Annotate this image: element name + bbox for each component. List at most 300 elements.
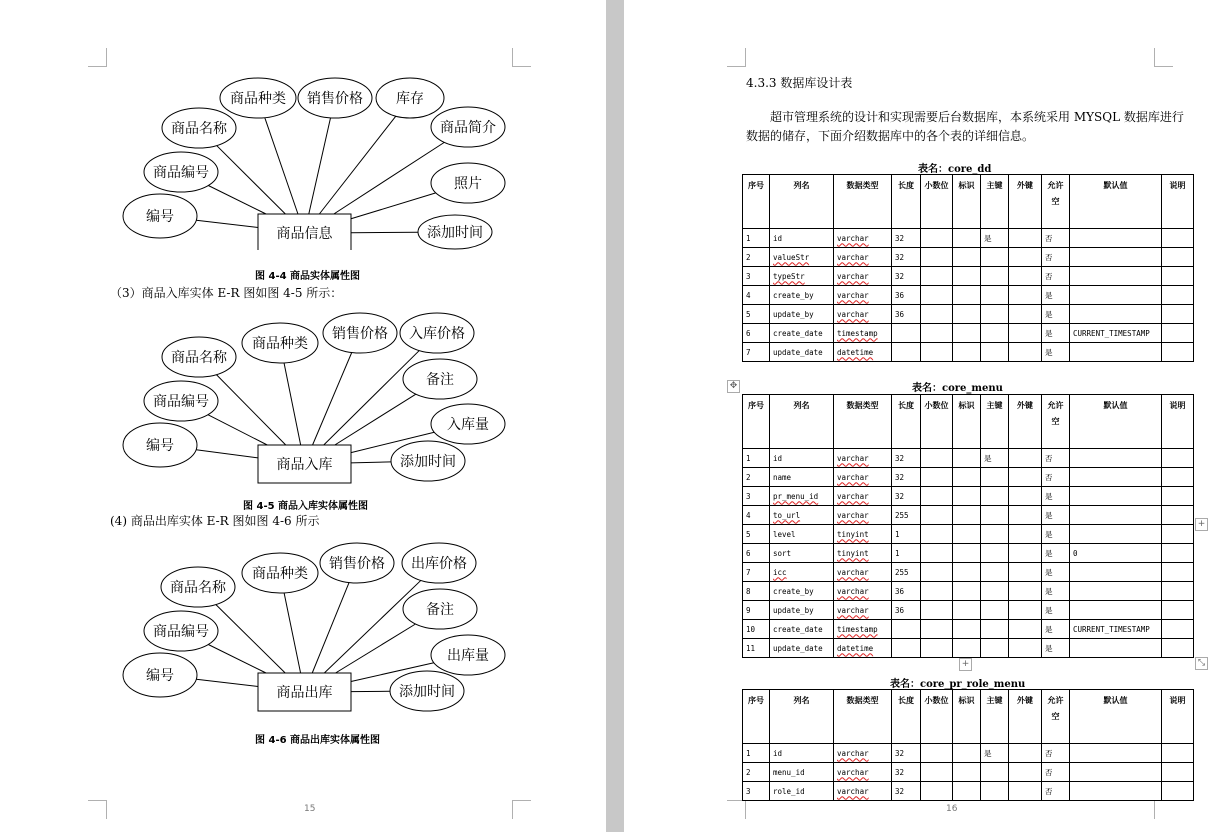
table-cell[interactable]: [1162, 582, 1194, 601]
table-cell[interactable]: datetime: [834, 639, 892, 658]
table-cell[interactable]: [1162, 601, 1194, 620]
table-cell[interactable]: [1162, 248, 1194, 267]
table-cell[interactable]: [953, 620, 981, 639]
table-cell[interactable]: [953, 468, 981, 487]
table-cell[interactable]: [1162, 449, 1194, 468]
table-row: [743, 744, 1194, 763]
er-connector-line: [208, 644, 266, 673]
table-cell[interactable]: tinyint: [834, 525, 892, 544]
table-cell[interactable]: [981, 763, 1009, 782]
er-diagram-stock-out: [0, 535, 606, 720]
table-cell[interactable]: [1070, 525, 1162, 544]
table-cell[interactable]: 32: [892, 468, 921, 487]
table-cell[interactable]: [1009, 782, 1042, 801]
table-cell[interactable]: [1070, 248, 1162, 267]
table-cell[interactable]: [953, 506, 981, 525]
table-cell[interactable]: [921, 544, 953, 563]
table-cell[interactable]: 是: [981, 744, 1009, 763]
table-cell[interactable]: [1162, 544, 1194, 563]
table-cell[interactable]: [981, 343, 1009, 362]
table-cell[interactable]: [921, 343, 953, 362]
table-cell[interactable]: [1009, 487, 1042, 506]
table-cell[interactable]: [1070, 744, 1162, 763]
table-cell[interactable]: varchar: [834, 744, 892, 763]
table-cell[interactable]: 4: [743, 506, 770, 525]
table-cell[interactable]: 32: [892, 763, 921, 782]
er-attribute-label: 备注: [426, 602, 454, 618]
table-cell[interactable]: id: [770, 744, 834, 763]
table-cell[interactable]: [1009, 620, 1042, 639]
table-cell[interactable]: [1009, 468, 1042, 487]
table-cell[interactable]: 36: [892, 601, 921, 620]
table-cell[interactable]: 否: [1042, 248, 1070, 267]
table-cell[interactable]: [1009, 563, 1042, 582]
table-cell[interactable]: varchar: [834, 487, 892, 506]
table-cell[interactable]: 4: [743, 286, 770, 305]
table-cell[interactable]: 32: [892, 487, 921, 506]
table-cell[interactable]: [1162, 639, 1194, 658]
table-cell[interactable]: 32: [892, 744, 921, 763]
er-attribute-label: 商品简介: [440, 120, 496, 136]
table-cell[interactable]: [892, 620, 921, 639]
table-cell[interactable]: id: [770, 449, 834, 468]
add-column-icon[interactable]: +: [1195, 518, 1208, 531]
table-cell[interactable]: 否: [1042, 229, 1070, 248]
table-cell[interactable]: [1009, 763, 1042, 782]
table-cell[interactable]: [981, 601, 1009, 620]
table-cell[interactable]: [981, 286, 1009, 305]
table-cell[interactable]: name: [770, 468, 834, 487]
table-cell[interactable]: [1162, 782, 1194, 801]
table-cell[interactable]: 7: [743, 563, 770, 582]
table-header-cell: 允许空: [1042, 175, 1070, 229]
table-cell[interactable]: 6: [743, 324, 770, 343]
table-header-cell: 长度: [892, 175, 921, 229]
table-cell[interactable]: 是: [1042, 544, 1070, 563]
table-cell[interactable]: typeStr: [770, 267, 834, 286]
table-cell[interactable]: 1: [743, 744, 770, 763]
table-cell[interactable]: 8: [743, 582, 770, 601]
table-cell[interactable]: 2: [743, 248, 770, 267]
table-cell[interactable]: 6: [743, 544, 770, 563]
table-cell[interactable]: 1: [743, 449, 770, 468]
table-row: [743, 639, 1194, 658]
table-cell[interactable]: CURRENT_TIMESTAMP: [1070, 324, 1162, 343]
er-connector-line: [196, 220, 258, 227]
er-connector-line: [351, 462, 391, 463]
db-table-core-dd: [742, 174, 1194, 362]
table-cell[interactable]: [981, 487, 1009, 506]
er-attribute-label: 库存: [396, 91, 424, 107]
table-cell[interactable]: [953, 744, 981, 763]
er-attribute-label: 备注: [426, 372, 454, 388]
table-cell[interactable]: [1162, 563, 1194, 582]
table-cell[interactable]: 9: [743, 601, 770, 620]
table-cell[interactable]: [953, 582, 981, 601]
table-cell[interactable]: [921, 468, 953, 487]
table-cell[interactable]: [1009, 343, 1042, 362]
table-cell[interactable]: varchar: [834, 286, 892, 305]
table-cell[interactable]: [981, 267, 1009, 286]
table-cell[interactable]: 2: [743, 468, 770, 487]
table-cell[interactable]: [953, 305, 981, 324]
table-cell[interactable]: varchar: [834, 305, 892, 324]
er-connector-line: [216, 375, 285, 445]
table-cell[interactable]: [1070, 468, 1162, 487]
table-cell[interactable]: [1009, 744, 1042, 763]
table-cell[interactable]: 32: [892, 229, 921, 248]
page-number: 16: [946, 804, 958, 814]
er-connector-line: [334, 142, 444, 214]
table-cell[interactable]: [981, 506, 1009, 525]
table-cell[interactable]: 否: [1042, 449, 1070, 468]
table-header-cell: 外键: [1009, 175, 1042, 229]
table-row: [743, 229, 1194, 248]
er-connector-line: [309, 118, 331, 214]
page-corner-mark: [88, 800, 107, 819]
table-row: [743, 324, 1194, 343]
er-attribute-label: 添加时间: [400, 454, 456, 470]
table-cell[interactable]: 是: [981, 449, 1009, 468]
table-cell[interactable]: [1009, 286, 1042, 305]
table-cell[interactable]: 否: [1042, 468, 1070, 487]
table-cell[interactable]: 是: [1042, 525, 1070, 544]
table-cell[interactable]: [1162, 286, 1194, 305]
table-cell[interactable]: [1162, 620, 1194, 639]
table-cell[interactable]: [1162, 763, 1194, 782]
er-attribute-label: 商品编号: [153, 165, 209, 181]
table-header-cell: 列名: [770, 395, 834, 449]
table-row: [743, 620, 1194, 639]
table-cell[interactable]: create_by: [770, 582, 834, 601]
table-cell[interactable]: 是: [1042, 620, 1070, 639]
table-cell[interactable]: update_by: [770, 601, 834, 620]
table-row: [743, 305, 1194, 324]
table-cell[interactable]: [1162, 343, 1194, 362]
table-cell[interactable]: id: [770, 229, 834, 248]
table-cell[interactable]: [953, 449, 981, 468]
table-cell[interactable]: 32: [892, 248, 921, 267]
table-cell[interactable]: [981, 639, 1009, 658]
er-connector-line: [196, 450, 258, 458]
table-cell[interactable]: [921, 506, 953, 525]
table-cell[interactable]: [1070, 449, 1162, 468]
table-cell[interactable]: [981, 544, 1009, 563]
er-diagram-product-info: [0, 70, 606, 250]
table-header-cell: 默认值: [1070, 175, 1162, 229]
table-cell[interactable]: 32: [892, 267, 921, 286]
table-cell[interactable]: [1009, 544, 1042, 563]
table-header-cell: 允许空: [1042, 690, 1070, 744]
table-cell[interactable]: 是: [1042, 286, 1070, 305]
table-cell[interactable]: [1009, 248, 1042, 267]
table-header-cell: 说明: [1162, 175, 1194, 229]
table-cell[interactable]: 5: [743, 525, 770, 544]
table-header-cell: 数据类型: [834, 175, 892, 229]
table-cell[interactable]: 1: [892, 544, 921, 563]
table-cell[interactable]: [953, 563, 981, 582]
page-gap: [606, 0, 624, 832]
table-cell[interactable]: 是: [1042, 639, 1070, 658]
table-cell[interactable]: 2: [743, 763, 770, 782]
table-cell[interactable]: datetime: [834, 343, 892, 362]
table-cell[interactable]: [981, 324, 1009, 343]
table-cell[interactable]: sort: [770, 544, 834, 563]
table-header-cell: 默认值: [1070, 395, 1162, 449]
table-cell[interactable]: timestamp: [834, 620, 892, 639]
table-cell[interactable]: 1: [892, 525, 921, 544]
table-cell[interactable]: [921, 620, 953, 639]
table-cell[interactable]: 255: [892, 563, 921, 582]
table-cell[interactable]: 否: [1042, 267, 1070, 286]
table-cell[interactable]: 是: [1042, 582, 1070, 601]
table-cell[interactable]: [921, 449, 953, 468]
table-cell[interactable]: [981, 582, 1009, 601]
table-cell[interactable]: varchar: [834, 449, 892, 468]
table-cell[interactable]: varchar: [834, 582, 892, 601]
er-attribute-label: 商品编号: [153, 624, 209, 640]
table-cell[interactable]: [1070, 487, 1162, 506]
table-cell[interactable]: [1162, 229, 1194, 248]
table-cell[interactable]: 否: [1042, 782, 1070, 801]
db-table-core-menu: [742, 394, 1194, 658]
table-cell[interactable]: [981, 782, 1009, 801]
table-row: [743, 782, 1194, 801]
table-cell[interactable]: [1009, 639, 1042, 658]
table-header-cell: 序号: [743, 690, 770, 744]
er-connector-line: [336, 624, 416, 673]
table-cell[interactable]: 3: [743, 267, 770, 286]
table-header-cell: 标识: [953, 175, 981, 229]
table-cell[interactable]: 32: [892, 782, 921, 801]
er-connector-line: [319, 116, 395, 214]
table-cell[interactable]: create_by: [770, 286, 834, 305]
table-cell[interactable]: [921, 248, 953, 267]
table-header-row: [743, 175, 1194, 229]
er-attribute-label: 照片: [454, 176, 482, 192]
table-row: [743, 763, 1194, 782]
table-cell[interactable]: [1162, 487, 1194, 506]
table-cell[interactable]: [921, 525, 953, 544]
table-cell[interactable]: [1070, 267, 1162, 286]
table-cell[interactable]: [953, 343, 981, 362]
table-cell[interactable]: create_date: [770, 324, 834, 343]
er-attribute-label: 商品名称: [171, 350, 227, 366]
table-cell[interactable]: [981, 525, 1009, 544]
table-cell[interactable]: [921, 582, 953, 601]
table-cell[interactable]: [1009, 229, 1042, 248]
table-cell[interactable]: [981, 563, 1009, 582]
table-cell[interactable]: valueStr: [770, 248, 834, 267]
table-header-cell: 外键: [1009, 395, 1042, 449]
table-cell[interactable]: 是: [1042, 601, 1070, 620]
table-cell[interactable]: [953, 763, 981, 782]
table-resize-icon[interactable]: ⤡: [1195, 657, 1208, 670]
table-cell[interactable]: [953, 487, 981, 506]
table-cell[interactable]: varchar: [834, 248, 892, 267]
table-cell[interactable]: level: [770, 525, 834, 544]
table-cell[interactable]: [953, 544, 981, 563]
page-corner-mark: [88, 48, 107, 67]
table-cell[interactable]: 10: [743, 620, 770, 639]
table-cell[interactable]: varchar: [834, 229, 892, 248]
table-cell[interactable]: [921, 324, 953, 343]
table-cell[interactable]: [1162, 506, 1194, 525]
table-cell[interactable]: [1162, 305, 1194, 324]
table-cell[interactable]: varchar: [834, 506, 892, 525]
table-cell[interactable]: [892, 343, 921, 362]
table-header-cell: 列名: [770, 175, 834, 229]
table-cell[interactable]: CURRENT_TIMESTAMP: [1070, 620, 1162, 639]
table-cell[interactable]: 1: [743, 229, 770, 248]
table-cell[interactable]: 3: [743, 782, 770, 801]
table-cell[interactable]: [981, 620, 1009, 639]
table-cell[interactable]: [1009, 582, 1042, 601]
table-cell[interactable]: 36: [892, 582, 921, 601]
table-cell[interactable]: 36: [892, 286, 921, 305]
table-cell[interactable]: varchar: [834, 267, 892, 286]
table-cell[interactable]: [1162, 744, 1194, 763]
table-cell[interactable]: [1009, 267, 1042, 286]
table-cell[interactable]: [1070, 286, 1162, 305]
table-cell[interactable]: 36: [892, 305, 921, 324]
table-cell[interactable]: [1070, 229, 1162, 248]
table-cell[interactable]: 255: [892, 506, 921, 525]
table-cell[interactable]: [892, 324, 921, 343]
table-cell[interactable]: [892, 639, 921, 658]
table-cell[interactable]: [921, 487, 953, 506]
table-cell[interactable]: to_url: [770, 506, 834, 525]
table-cell[interactable]: [921, 267, 953, 286]
table-cell[interactable]: [921, 601, 953, 620]
table-cell[interactable]: [921, 229, 953, 248]
table-cell[interactable]: [953, 248, 981, 267]
table-cell[interactable]: [921, 305, 953, 324]
table-row: [743, 343, 1194, 362]
table-cell[interactable]: 否: [1042, 763, 1070, 782]
table-cell[interactable]: varchar: [834, 468, 892, 487]
table-row: [743, 487, 1194, 506]
table-header-row: [743, 690, 1194, 744]
table-cell[interactable]: [1070, 563, 1162, 582]
table-cell[interactable]: 32: [892, 449, 921, 468]
table-cell[interactable]: 否: [1042, 744, 1070, 763]
table-cell[interactable]: [1162, 525, 1194, 544]
table-cell[interactable]: [1070, 582, 1162, 601]
table-cell[interactable]: menu_id: [770, 763, 834, 782]
table-cell[interactable]: create_date: [770, 620, 834, 639]
table-cell[interactable]: [953, 229, 981, 248]
table-cell[interactable]: 是: [1042, 324, 1070, 343]
table-cell[interactable]: [953, 601, 981, 620]
table-cell[interactable]: [1162, 267, 1194, 286]
section-heading: 4.3.3 数据库设计表: [746, 76, 853, 90]
table-cell[interactable]: [953, 525, 981, 544]
table-cell[interactable]: pr_menu_id: [770, 487, 834, 506]
table-cell[interactable]: [1009, 525, 1042, 544]
table-cell[interactable]: [921, 744, 953, 763]
table-cell[interactable]: [1009, 305, 1042, 324]
table-cell[interactable]: [1070, 782, 1162, 801]
table-cell[interactable]: [921, 782, 953, 801]
table-cell[interactable]: [981, 305, 1009, 324]
table-cell[interactable]: 是: [1042, 506, 1070, 525]
er-connector-line: [216, 605, 285, 673]
table-cell[interactable]: varchar: [834, 563, 892, 582]
table-cell[interactable]: [1009, 449, 1042, 468]
table-cell[interactable]: [953, 782, 981, 801]
table-cell[interactable]: [921, 286, 953, 305]
table-cell[interactable]: [953, 286, 981, 305]
table-cell[interactable]: [981, 468, 1009, 487]
table-cell[interactable]: timestamp: [834, 324, 892, 343]
table-name: 表名：core_pr_role_menu: [890, 679, 1026, 690]
er-attribute-label: 编号: [146, 438, 174, 454]
figure-caption: 图 4-6 商品出库实体属性图: [255, 735, 381, 746]
add-row-icon[interactable]: +: [959, 658, 972, 671]
table-cell[interactable]: [1070, 343, 1162, 362]
table-cell[interactable]: update_date: [770, 639, 834, 658]
table-cell[interactable]: [1070, 506, 1162, 525]
table-cell[interactable]: varchar: [834, 782, 892, 801]
table-cell[interactable]: [921, 639, 953, 658]
table-cell[interactable]: [1009, 506, 1042, 525]
table-cell[interactable]: [1162, 468, 1194, 487]
table-move-handle-icon[interactable]: ✥: [727, 380, 740, 393]
table-cell[interactable]: 11: [743, 639, 770, 658]
table-header-cell: 主键: [981, 175, 1009, 229]
er-attribute-label: 编号: [146, 668, 174, 684]
table-header-cell: 数据类型: [834, 690, 892, 744]
table-cell[interactable]: [981, 248, 1009, 267]
table-cell[interactable]: 是: [1042, 305, 1070, 324]
table-cell[interactable]: [1070, 639, 1162, 658]
er-connector-line: [313, 352, 352, 445]
table-cell[interactable]: icc: [770, 563, 834, 582]
table-cell[interactable]: 是: [1042, 487, 1070, 506]
table-cell[interactable]: [921, 563, 953, 582]
table-cell[interactable]: [953, 639, 981, 658]
table-cell[interactable]: [1070, 305, 1162, 324]
table-cell[interactable]: varchar: [834, 763, 892, 782]
left-page: [0, 0, 606, 832]
table-cell[interactable]: 3: [743, 487, 770, 506]
table-cell[interactable]: [921, 763, 953, 782]
table-cell[interactable]: [1070, 763, 1162, 782]
table-cell[interactable]: 0: [1070, 544, 1162, 563]
table-cell[interactable]: update_by: [770, 305, 834, 324]
table-cell[interactable]: [1009, 324, 1042, 343]
table-cell[interactable]: [953, 267, 981, 286]
table-cell[interactable]: role_id: [770, 782, 834, 801]
table-cell[interactable]: 5: [743, 305, 770, 324]
table-cell[interactable]: [1009, 601, 1042, 620]
table-cell[interactable]: 是: [981, 229, 1009, 248]
right-page: [624, 0, 1221, 832]
page-corner-mark: [727, 800, 746, 819]
table-cell[interactable]: [1070, 601, 1162, 620]
table-cell[interactable]: 是: [1042, 343, 1070, 362]
table-cell[interactable]: update_date: [770, 343, 834, 362]
table-cell[interactable]: [953, 324, 981, 343]
table-cell[interactable]: varchar: [834, 601, 892, 620]
table-cell[interactable]: [1162, 324, 1194, 343]
table-cell[interactable]: tinyint: [834, 544, 892, 563]
figure-caption: 图 4-5 商品入库实体属性图: [243, 501, 369, 512]
er-attribute-label: 商品名称: [171, 121, 227, 137]
table-cell[interactable]: 7: [743, 343, 770, 362]
table-cell[interactable]: 是: [1042, 563, 1070, 582]
